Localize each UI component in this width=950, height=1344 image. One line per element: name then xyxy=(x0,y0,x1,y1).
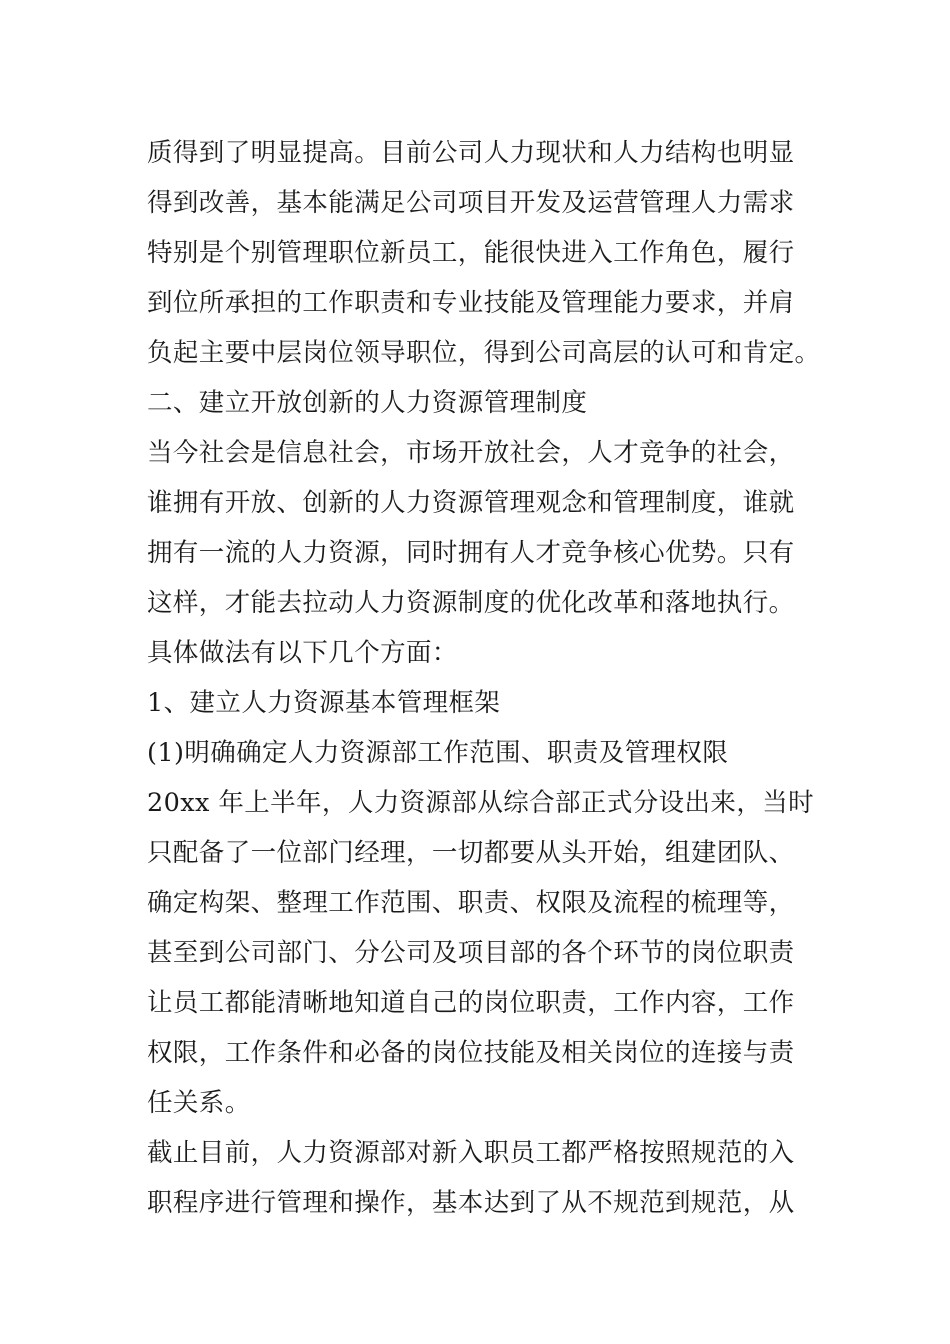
text-line: 20xx 年上半年，人力资源部从综合部正式分设出来，当时 xyxy=(147,788,815,818)
subsection-heading: 1、建立人力资源基本管理框架 xyxy=(147,688,501,718)
text-line: 负起主要中层岗位领导职位，得到公司高层的认可和肯定。 xyxy=(147,338,821,368)
text-line: 只配备了一位部门经理，一切都要从头开始，组建团队、 xyxy=(147,838,795,868)
text-line: 这样，才能去拉动人力资源制度的优化改革和落地执行。 xyxy=(147,588,795,618)
text-line: 当今社会是信息社会，市场开放社会，人才竞争的社会， xyxy=(147,438,795,468)
text-line: 具体做法有以下几个方面： xyxy=(147,638,458,668)
text-line: 让员工都能清晰地知道自己的岗位职责，工作内容，工作 xyxy=(147,988,795,1018)
text-line: 特别是个别管理职位新员工，能很快进入工作角色，履行 xyxy=(147,238,795,268)
document-body xyxy=(147,128,821,1228)
text-line: 到位所承担的工作职责和专业技能及管理能力要求，并肩 xyxy=(147,288,795,318)
text-line: 任关系。 xyxy=(147,1088,251,1118)
text-line: 截止目前，人力资源部对新入职员工都严格按照规范的入 xyxy=(147,1138,795,1168)
text-line: 拥有一流的人力资源，同时拥有人才竞争核心优势。只有 xyxy=(147,538,795,568)
section-heading: 二、建立开放创新的人力资源管理制度 xyxy=(147,388,588,418)
text-line: 权限，工作条件和必备的岗位技能及相关岗位的连接与责 xyxy=(147,1038,795,1068)
text-line: 甚至到公司部门、分公司及项目部的各个环节的岗位职责 xyxy=(147,938,795,968)
text-line: 质得到了明显提高。目前公司人力现状和人力结构也明显 xyxy=(147,138,795,168)
item-heading: (1)明确确定人力资源部工作范围、职责及管理权限 xyxy=(147,738,729,768)
text-line: 确定构架、整理工作范围、职责、权限及流程的梳理等， xyxy=(147,888,795,918)
text-line: 职程序进行管理和操作，基本达到了从不规范到规范，从 xyxy=(147,1188,795,1218)
text-line: 谁拥有开放、创新的人力资源管理观念和管理制度，谁就 xyxy=(147,488,795,518)
text-line: 得到改善，基本能满足公司项目开发及运营管理人力需求 xyxy=(147,188,795,218)
